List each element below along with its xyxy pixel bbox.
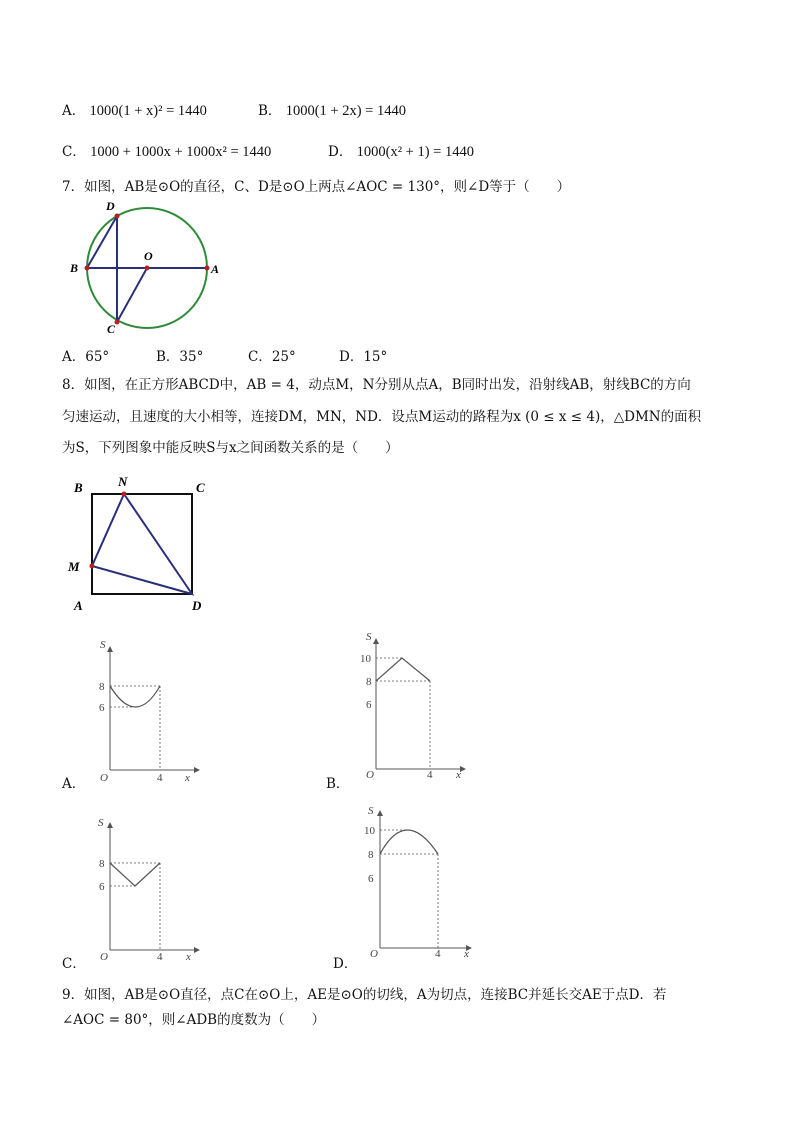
q6-option-d-label: D． bbox=[328, 144, 353, 160]
q7-option-b: B．35° bbox=[156, 349, 204, 365]
q6-option-c-label: C． bbox=[62, 144, 86, 160]
svg-text:O: O bbox=[370, 948, 378, 960]
q7-label-a: A bbox=[211, 262, 220, 276]
q6-option-b-label: B． bbox=[258, 103, 282, 119]
q8-stem-line1: 8．如图，在正方形ABCD中，AB = 4，动点M，N分别从点A，B同时出发，沿射线AB，射线BC的方向 bbox=[62, 377, 691, 393]
q8-stem-line3: 为S，下列图象中能反映S与x之间函数关系的是（ ） bbox=[62, 440, 399, 456]
q6-option-c: 1000 + 1000x + 1000x² = 1440 bbox=[90, 144, 272, 160]
svg-text:6: 6 bbox=[366, 699, 372, 711]
svg-text:S: S bbox=[366, 631, 372, 643]
q9-stem-line2: ∠AOC = 80°，则∠ADB的度数为（ ） bbox=[62, 1012, 326, 1028]
svg-text:4: 4 bbox=[435, 948, 441, 960]
q8-graph-d bbox=[362, 800, 474, 960]
q8-graph-b bbox=[358, 630, 468, 780]
svg-text:x: x bbox=[185, 772, 190, 784]
q7-point-o bbox=[145, 266, 150, 271]
q9-stem-line1: 9．如图，AB是⊙O直径，点C在⊙O上，AE是⊙O的切线，A为切点，连接BC并延长交AE于点D．若 bbox=[62, 987, 667, 1003]
svg-text:10: 10 bbox=[364, 825, 375, 837]
svg-text:8: 8 bbox=[366, 676, 372, 688]
svg-text:S: S bbox=[98, 817, 104, 829]
q7-label-o: O bbox=[144, 249, 153, 263]
svg-text:4: 4 bbox=[157, 772, 163, 784]
q7-point-d bbox=[115, 214, 120, 219]
q8-label-m: M bbox=[68, 559, 80, 574]
q8-graph-c-label: C． bbox=[62, 956, 86, 972]
q7-label-b: B bbox=[70, 261, 79, 275]
q8-point-m bbox=[90, 564, 95, 569]
svg-text:4: 4 bbox=[427, 769, 433, 780]
q8-label-b: B bbox=[74, 480, 83, 495]
q7-point-a bbox=[205, 266, 210, 271]
q7-point-b bbox=[85, 266, 90, 271]
svg-text:O: O bbox=[100, 951, 108, 962]
q6-option-b: 1000(1 + 2x) = 1440 bbox=[285, 103, 406, 119]
q8-triangle-dmn bbox=[92, 494, 192, 594]
q8-stem-line2: 匀速运动，且速度的大小相等，连接DM，MN，ND．设点M运动的路程为x (0 ≤ x ≤ 4)，△DMN的面积 bbox=[62, 409, 702, 425]
q8-square-figure bbox=[62, 474, 222, 620]
svg-text:4: 4 bbox=[157, 951, 163, 962]
svg-text:6: 6 bbox=[99, 702, 105, 714]
svg-text:O: O bbox=[366, 769, 374, 780]
svg-text:S: S bbox=[368, 805, 374, 817]
q8-graph-b-label: B． bbox=[326, 776, 350, 792]
q8-label-d: D bbox=[192, 598, 202, 613]
q8-label-c: C bbox=[196, 480, 205, 495]
svg-text:S: S bbox=[100, 639, 106, 651]
svg-text:8: 8 bbox=[99, 858, 105, 870]
q8-graph-a bbox=[94, 636, 204, 784]
svg-text:O: O bbox=[100, 772, 108, 784]
q8-graph-c bbox=[94, 812, 204, 962]
q7-segment-bd bbox=[87, 216, 117, 268]
q6-option-a-label: A． bbox=[62, 103, 86, 119]
q7-segment-oc bbox=[117, 268, 147, 322]
q8-label-n: N bbox=[118, 474, 128, 489]
q7-circle-figure bbox=[62, 196, 232, 336]
svg-text:6: 6 bbox=[99, 881, 105, 893]
q7-point-c bbox=[115, 320, 120, 325]
q7-option-c: C．25° bbox=[248, 349, 296, 365]
q8-graph-a-label: A． bbox=[62, 776, 86, 792]
q6-option-d: 1000(x² + 1) = 1440 bbox=[356, 144, 474, 160]
q6-option-a: 1000(1 + x)² = 1440 bbox=[89, 103, 207, 119]
q7-label-d: D bbox=[106, 199, 115, 213]
q8-graph-d-label: D． bbox=[333, 956, 358, 972]
svg-text:8: 8 bbox=[99, 681, 105, 693]
svg-text:6: 6 bbox=[368, 873, 374, 885]
q7-option-d: D．15° bbox=[339, 349, 388, 365]
q8-label-a: A bbox=[74, 598, 83, 613]
svg-text:8: 8 bbox=[368, 849, 374, 861]
q7-option-a: A．65° bbox=[62, 349, 110, 365]
q8-point-n bbox=[122, 492, 127, 497]
svg-text:x: x bbox=[464, 948, 469, 960]
svg-text:10: 10 bbox=[360, 653, 371, 665]
svg-text:x: x bbox=[186, 951, 191, 962]
q7-label-c: C bbox=[107, 322, 116, 336]
svg-text:x: x bbox=[456, 769, 461, 780]
q7-stem: 7．如图，AB是⊙O的直径，C、D是⊙O上两点∠AOC = 130°，则∠D等于（ ） bbox=[62, 179, 571, 195]
